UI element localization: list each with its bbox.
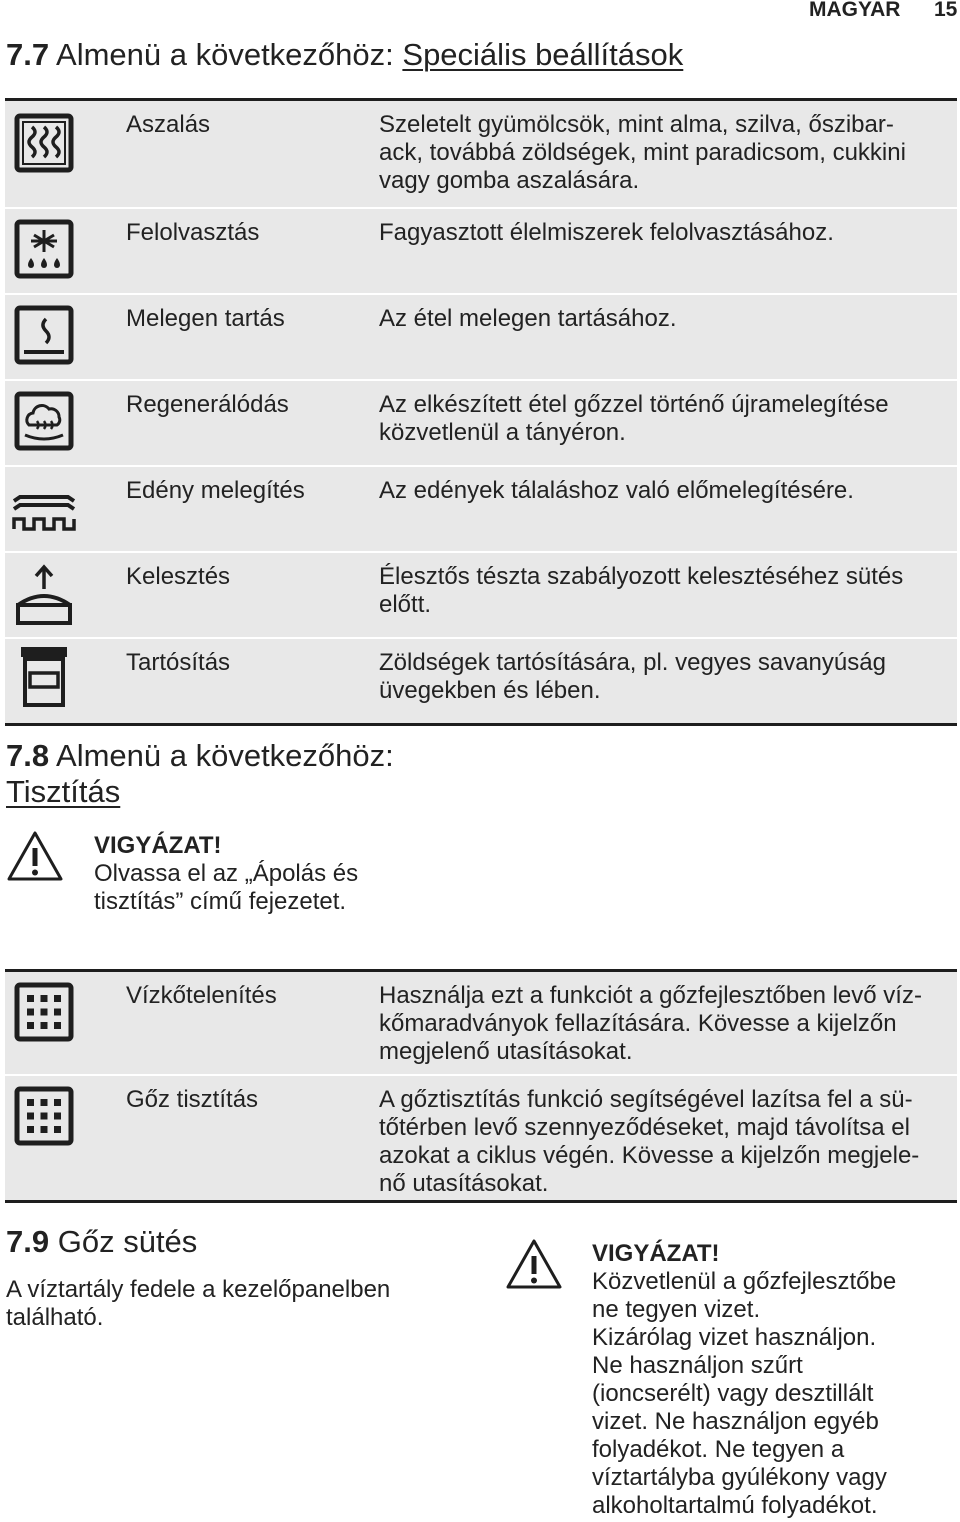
row-name: Gőz tisztítás xyxy=(126,1086,259,1113)
section-7-8-title xyxy=(6,738,394,810)
row-description: A gőztisztítás funkció segítségével lazítsa fel a sü- tőtérben levő szennyeződéseket, majd távolítsa el azokat a ciklus végén. Kövesse a kijelzőn megjele- nő utasításokat. xyxy=(379,1086,920,1197)
row-description: Élesztős tészta szabályozott kelesztéséhez sütés előtt. xyxy=(379,563,904,618)
table-row xyxy=(5,465,957,551)
section-7-7-title xyxy=(6,37,683,73)
section-number: 7.8 xyxy=(6,738,50,773)
row-description: Az elkészített étel gőzzel történő újramelegítése közvetlenül a tányéron. xyxy=(379,391,889,446)
table-row xyxy=(5,551,957,637)
row-description: Fagyasztott élelmiszerek felolvasztásához. xyxy=(379,219,834,246)
preserving-icon xyxy=(17,645,73,711)
row-description: Zöldségek tartósítására, pl. vegyes savanyúság üvegekben és lében. xyxy=(379,649,886,704)
row-description: Az edények tálaláshoz való előmelegítésére. xyxy=(379,477,854,504)
table-row xyxy=(5,972,957,1074)
keep-warm-icon xyxy=(13,305,77,367)
row-description: Az étel melegen tartásához. xyxy=(379,305,677,332)
section-number: 7.9 xyxy=(6,1224,50,1259)
warning-title: VIGYÁZAT! xyxy=(94,832,222,859)
table-row xyxy=(5,207,957,293)
table-row xyxy=(5,637,957,723)
steam-cleaning-icon xyxy=(13,1086,77,1148)
header-language: MAGYAR xyxy=(809,0,901,21)
section-text: A víztartály fedele a kezelőpanelben található. xyxy=(6,1276,391,1331)
warning-box-cleaning xyxy=(94,832,358,916)
warning-icon xyxy=(505,1238,563,1290)
section-number: 7.7 xyxy=(6,37,50,72)
warning-text: Közvetlenül a gőzfejlesztőbe ne tegyen vizet. Kizárólag vizet használjon. Ne használjon szűrt (ioncserélt) vagy desztillált vizet. Ne használjon egyéb folyadékot. Ne tegyen a víztartályba gyúlékony vagy alkoholtartalmú folyadékot. xyxy=(592,1268,897,1519)
row-name: Kelesztés xyxy=(126,563,231,590)
row-name: Melegen tartás xyxy=(126,305,285,332)
section-title-prefix: Almenü a következőhöz: xyxy=(56,738,394,773)
section-title: Gőz sütés xyxy=(57,1224,198,1259)
table-row xyxy=(5,1074,957,1200)
row-name: Felolvasztás xyxy=(126,219,260,246)
section-7-9-title xyxy=(6,1224,197,1260)
section-title-link[interactable]: Tisztítás xyxy=(6,774,121,809)
plate-warming-icon xyxy=(10,485,78,541)
dough-proving-icon xyxy=(10,561,78,627)
row-name: Aszalás xyxy=(126,111,211,138)
section-title-link[interactable]: Speciális beállítások xyxy=(402,37,684,72)
reheat-steam-icon xyxy=(13,391,77,453)
section-title-prefix: Almenü a következőhöz: xyxy=(56,37,394,72)
table-row xyxy=(5,293,957,379)
row-name: Vízkőtelenítés xyxy=(126,982,277,1009)
drying-icon xyxy=(13,113,77,175)
row-description: Használja ezt a funkciót a gőzfejlesztőben levő víz- kőmaradványok fellazítására. Kövesse a kijelzőn megjelenő utasításokat. xyxy=(379,982,922,1065)
defrost-icon xyxy=(13,219,77,281)
warning-title: VIGYÁZAT! xyxy=(592,1240,720,1267)
table-row xyxy=(5,101,957,207)
cleaning-table xyxy=(5,969,957,1203)
row-name: Edény melegítés xyxy=(126,477,305,504)
table-row xyxy=(5,379,957,465)
row-name: Regenerálódás xyxy=(126,391,289,418)
warning-icon xyxy=(6,830,64,882)
row-name: Tartósítás xyxy=(126,649,231,676)
page-number: 15 xyxy=(934,0,958,21)
special-settings-table xyxy=(5,98,957,726)
descaling-icon xyxy=(13,982,77,1044)
warning-box-steam xyxy=(592,1240,896,1520)
warning-text: Olvassa el az „Ápolás és tisztítás” című fejezetet. xyxy=(94,860,359,915)
row-description: Szeletelt gyümölcsök, mint alma, szilva, őszibar- ack, továbbá zöldségek, mint paradicsom, cukkini vagy gomba aszalására. xyxy=(379,111,906,194)
